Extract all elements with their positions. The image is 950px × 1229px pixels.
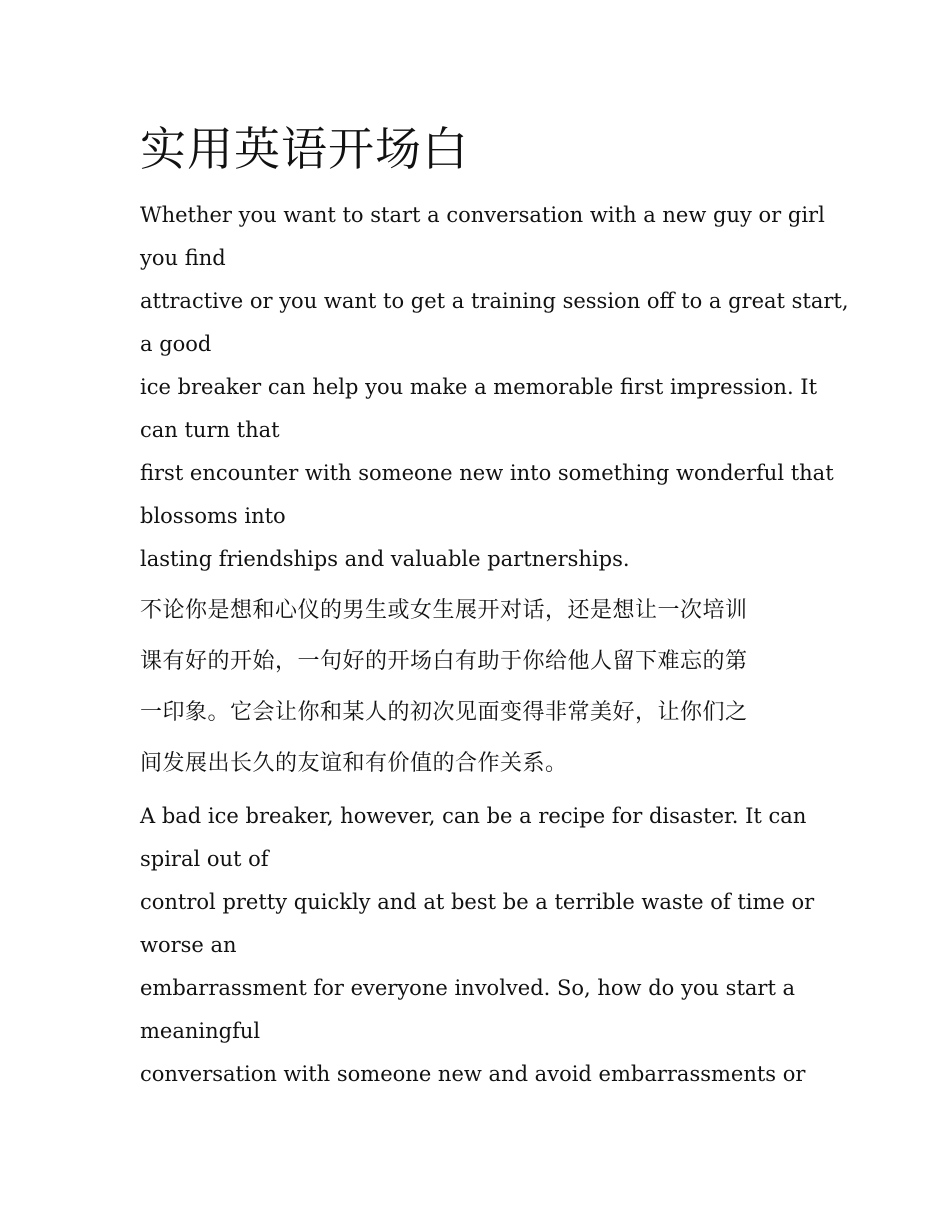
paragraph-english-1 — [140, 194, 849, 581]
text-line: embarrassment for everyone involved. So, how do you start a — [140, 976, 796, 1000]
text-line: 课有好的开始，一句好的开场白有助于你给他人留下难忘的第 — [140, 649, 748, 674]
text-line: blossoms into — [140, 504, 286, 528]
text-line: can turn that — [140, 418, 280, 442]
document-page — [140, 118, 849, 1096]
text-line: 一印象。它会让你和某人的初次见面变得非常美好，让你们之 — [140, 700, 748, 725]
text-line: ice breaker can help you make a memorable first impression. It — [140, 375, 818, 399]
text-line: A bad ice breaker, however, can be a recipe for disaster. It can — [140, 804, 807, 828]
text-line: lasting friendships and valuable partnerships. — [140, 547, 630, 571]
text-line: 间发展出长久的友谊和有价值的合作关系。 — [140, 751, 568, 776]
text-line: worse an — [140, 933, 237, 957]
text-line: attractive or you want to get a training session off to a great start, — [140, 289, 849, 313]
text-line: a good — [140, 332, 212, 356]
text-line: spiral out of — [140, 847, 269, 871]
paragraph-chinese — [140, 585, 820, 789]
text-line: you find — [140, 246, 226, 270]
page-title: 实用英语开场白 — [140, 122, 469, 176]
text-line: meaningful — [140, 1019, 261, 1043]
text-line: control pretty quickly and at best be a terrible waste of time or — [140, 890, 815, 914]
text-line: Whether you want to start a conversation with a new guy or girl — [140, 203, 825, 227]
text-line: conversation with someone new and avoid embarrassments or — [140, 1062, 806, 1086]
text-line: 不论你是想和心仪的男生或女生展开对话，还是想让一次培训 — [140, 598, 748, 623]
text-line: first encounter with someone new into something wonderful that — [140, 461, 834, 485]
paragraph-english-2 — [140, 795, 820, 1096]
